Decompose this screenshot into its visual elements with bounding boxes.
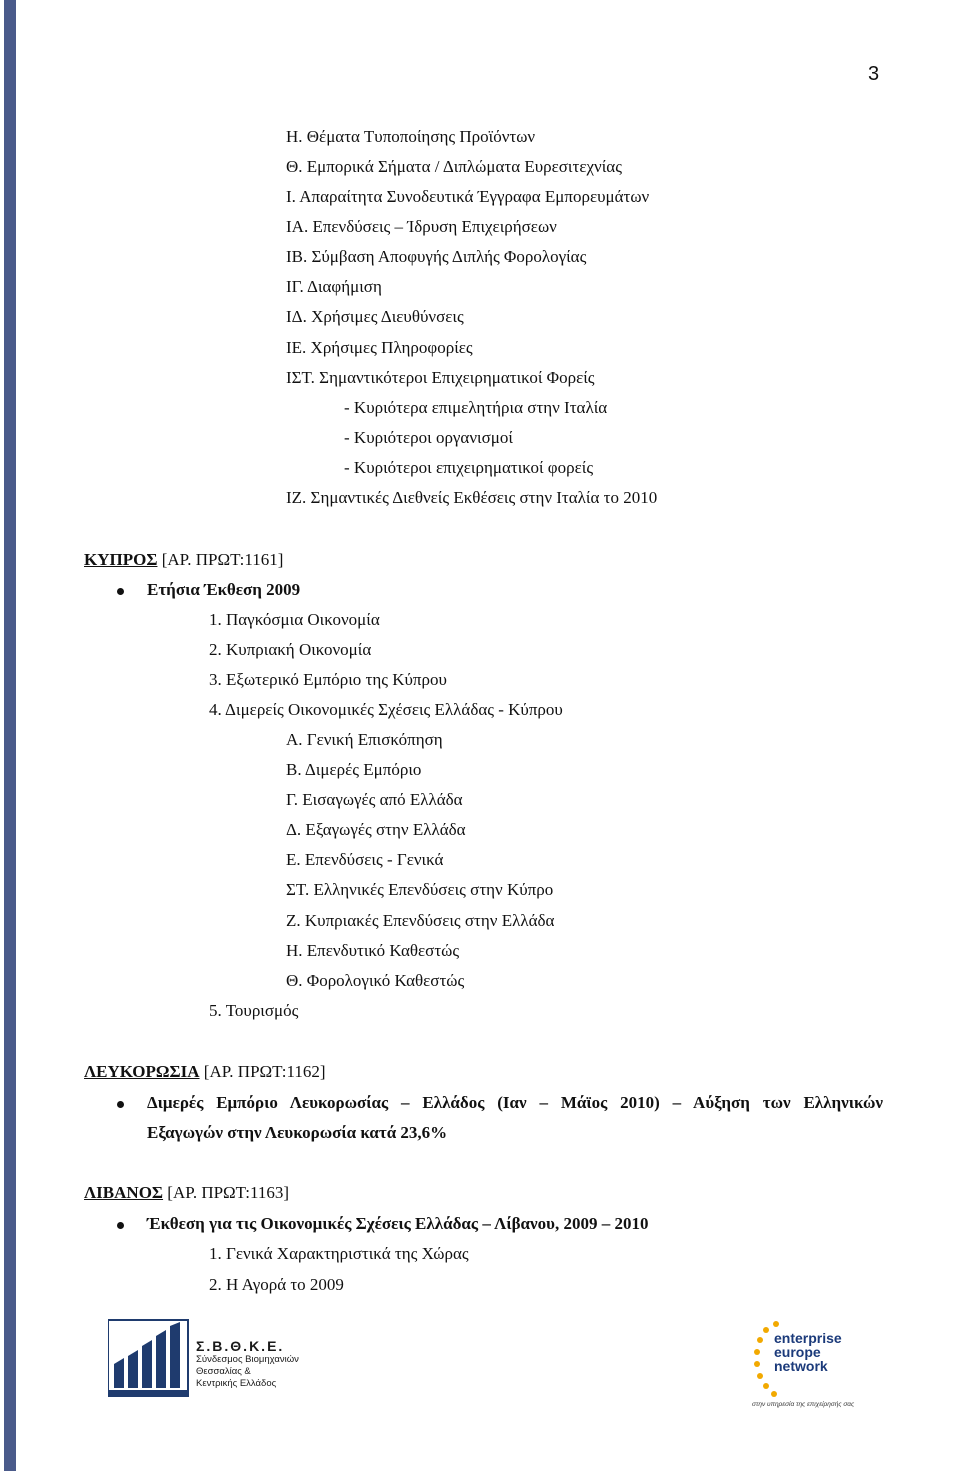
section-heading-lebanon bbox=[84, 1183, 289, 1203]
sbtke-text bbox=[196, 1338, 299, 1390]
country-name: ΛΕΥΚΟΡΩΣΙΑ bbox=[84, 1062, 200, 1081]
een-tagline: στην υπηρεσία της επιχείρησής σας bbox=[752, 1401, 855, 1408]
report-title: Διμερές Εμπόριο Λευκορωσίας – Ελλάδος (Ιαν – Μάϊος 2010) – Αύξηση των Ελληνικών bbox=[147, 1093, 883, 1112]
sub-list-item: Δ. Εξαγωγές στην Ελλάδα bbox=[286, 820, 466, 839]
list-item: 2. Κυπριακή Οικονομία bbox=[209, 640, 372, 659]
list-item: 4. Διμερείς Οικονομικές Σχέσεις Ελλάδας - Κύπρου bbox=[209, 700, 563, 719]
page-number: 3 bbox=[868, 63, 880, 85]
bullet-icon bbox=[117, 1101, 124, 1108]
list-item: Θ. Εμπορικά Σήματα / Διπλώματα Ευρεσιτεχνίας bbox=[286, 157, 622, 176]
sub-list-item: Α. Γενική Επισκόπηση bbox=[286, 730, 443, 749]
protocol-ref: [ΑΡ. ΠΡΩΤ:1163] bbox=[167, 1183, 289, 1202]
sbtke-line: Σύνδεσμος Βιομηχανιών bbox=[196, 1354, 299, 1365]
sub-list-item: Θ. Φορολογικό Καθεστώς bbox=[286, 971, 465, 990]
protocol-ref: [ΑΡ. ΠΡΩΤ:1161] bbox=[161, 550, 284, 569]
een-text bbox=[774, 1331, 842, 1373]
een-line: europe bbox=[774, 1344, 821, 1360]
sbtke-title: Σ.Β.Θ.Κ.Ε. bbox=[196, 1338, 285, 1354]
list-item: ΙΣΤ. Σημαντικότεροι Επιχειρηματικοί Φορείς bbox=[286, 368, 595, 387]
sub-list-item: - Κυριότεροι οργανισμοί bbox=[344, 428, 513, 447]
report-title: Έκθεση για τις Οικονομικές Σχέσεις Ελλάδας – Λίβανου, 2009 – 2010 bbox=[147, 1214, 649, 1233]
list-item: ΙΒ. Σύμβαση Αποφυγής Διπλής Φορολογίας bbox=[286, 247, 587, 266]
section-heading-belarus bbox=[84, 1062, 325, 1082]
list-item: 5. Τουρισμός bbox=[209, 1001, 299, 1020]
list-item: 2. Η Αγορά το 2009 bbox=[209, 1275, 344, 1294]
list-item: ΙΓ. Διαφήμιση bbox=[286, 277, 382, 296]
sub-list-item: Ζ. Κυπριακές Επενδύσεις στην Ελλάδα bbox=[286, 911, 555, 930]
sub-list-item: ΣΤ. Ελληνικές Επενδύσεις στην Κύπρο bbox=[286, 880, 554, 899]
section-heading-cyprus bbox=[84, 550, 283, 570]
list-item: ΙΔ. Χρήσιμες Διευθύνσεις bbox=[286, 307, 464, 326]
list-item: Η. Θέματα Τυποποίησης Προϊόντων bbox=[286, 127, 536, 146]
sbtke-line: Κεντρικής Ελλάδος bbox=[196, 1378, 277, 1389]
sub-list-item: - Κυριότερα επιμελητήρια στην Ιταλία bbox=[344, 398, 608, 417]
sub-list-item: Β. Διμερές Εμπόριο bbox=[286, 760, 422, 779]
list-item: 1. Παγκόσμια Οικονομία bbox=[209, 610, 380, 629]
een-line: enterprise bbox=[774, 1330, 842, 1346]
left-margin-bar bbox=[4, 0, 16, 1471]
list-item: ΙΖ. Σημαντικές Διεθνείς Εκθέσεις στην Ιταλία το 2010 bbox=[286, 488, 658, 507]
list-item: 1. Γενικά Χαρακτηριστικά της Χώρας bbox=[209, 1244, 469, 1263]
list-item: 3. Εξωτερικό Εμπόριο της Κύπρου bbox=[209, 670, 447, 689]
sub-list-item: Γ. Εισαγωγές από Ελλάδα bbox=[286, 790, 463, 809]
bullet-icon bbox=[117, 588, 124, 595]
een-line: network bbox=[774, 1358, 828, 1374]
sub-list-item: Η. Επενδυτικό Καθεστώς bbox=[286, 941, 460, 960]
country-name: ΚΥΠΡΟΣ bbox=[84, 550, 158, 569]
report-title-cont: Εξαγωγών στην Λευκορωσία κατά 23,6% bbox=[147, 1123, 448, 1142]
list-item: ΙΑ. Επενδύσεις – Ίδρυση Επιχειρήσεων bbox=[286, 217, 557, 236]
report-title: Ετήσια Έκθεση 2009 bbox=[147, 580, 301, 599]
list-item: Ι. Απαραίτητα Συνοδευτικά Έγγραφα Εμπορευμάτων bbox=[286, 187, 650, 206]
list-item: ΙΕ. Χρήσιμες Πληροφορίες bbox=[286, 338, 473, 357]
sbtke-line: Θεσσαλίας & bbox=[196, 1366, 251, 1377]
protocol-ref: [ΑΡ. ΠΡΩΤ:1162] bbox=[203, 1062, 326, 1081]
bullet-icon bbox=[117, 1222, 124, 1229]
sub-list-item: - Κυριότεροι επιχειρηματικοί φορείς bbox=[344, 458, 594, 477]
sub-list-item: Ε. Επενδύσεις - Γενικά bbox=[286, 850, 444, 869]
country-name: ΛΙΒΑΝΟΣ bbox=[84, 1183, 164, 1202]
